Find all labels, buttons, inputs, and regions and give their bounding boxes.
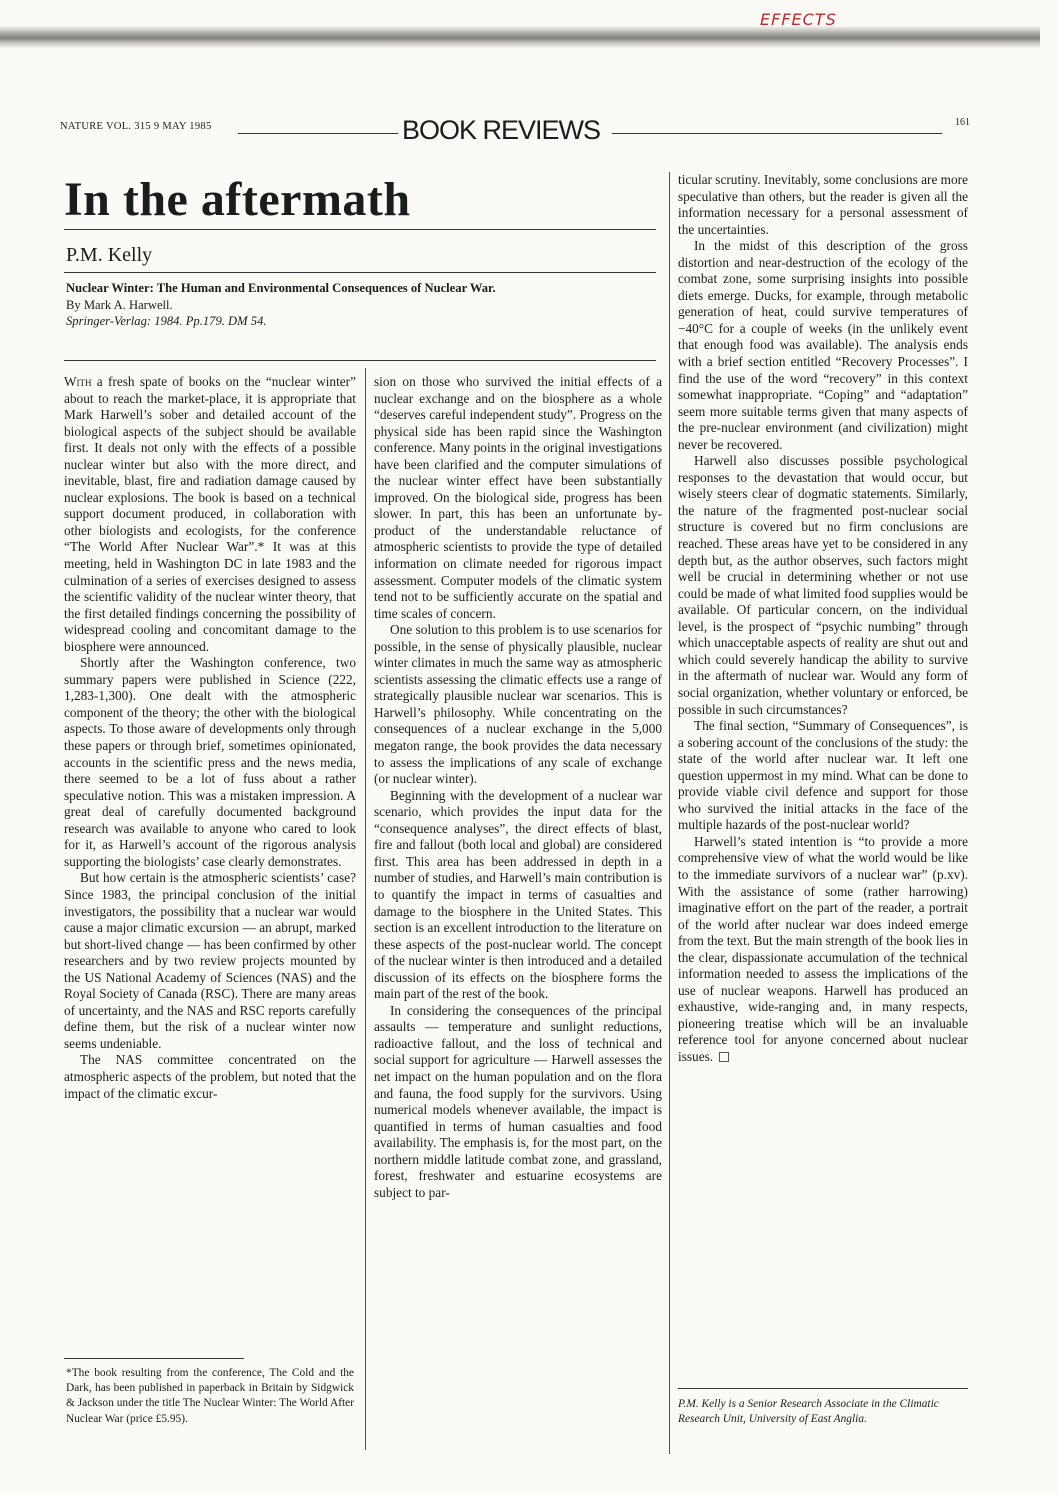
- paragraph-text: Harwell also discusses possible psychological responses to the devastation that would occur, but wisely steers clear of dogmatic statements. Similarly, the nature of the fragmented post-nuclear social structure is covered but no firm conclusions are reached. These areas have yet to be considered in any depth but, as the author observes, such factors might well be crucial in determining whether or not use could be made of what limited food supplies would be available. Of particular concern, on the individual level, is the prospect of “psychic numbing” through which unacceptable aspects of reality are shut out and which could severely handicap the ability to survive in the aftermath of nuclear war. Would any form of social organization, whether voluntary or enforced, be possible in such circumstances?: [678, 453, 968, 717]
- footnote-rule: [64, 1358, 244, 1359]
- scan-artifact-band: [0, 26, 1040, 48]
- body-paragraph: [64, 1052, 356, 1102]
- paragraph-text: Beginning with the development of a nuclear war scenario, which provides the input data for the “consequence analyses”, the direct effects of blast, fire and fallout (both local and global) are considered first. This area has been addressed in depth in a number of studies, and Harwell’s main contribution is to quantify the impact in terms of casualties and damage to the biosphere in the United States. This section is an excellent introduction to the literature on these aspects of the post-nuclear world. The concept of the nuclear winter is then introduced and a detailed discussion of its effects on the biosphere forms the main part of the rest of the book.: [374, 787, 662, 1002]
- masthead: [60, 115, 970, 155]
- body-paragraph: [374, 622, 662, 787]
- body-paragraph: [64, 374, 356, 655]
- text-column-3: [678, 172, 968, 1066]
- masthead-rule-right: [612, 133, 942, 134]
- journal-line: NATURE VOL. 315 9 MAY 1985: [60, 121, 212, 132]
- paragraph-text: Harwell’s stated intention is “to provide a more comprehensive view of what the world would be like to the immediate survivors of a nuclear war” (p.xv). With the assistance of some (rather harrowing) imaginative effort on the part of the reader, a portrait of the world after nuclear war does indeed emerge from the text. But the main strength of the book lies in the clear, dispassionate accumulation of the technical information needed to assess the implications of the use of nuclear weapons. Harwell has produced an exhaustive, wide-ranging and, in many respects, pioneering treatise which will be an invaluable reference tool for anyone concerned about nuclear issues.: [678, 833, 968, 1064]
- page-number: 161: [955, 117, 970, 128]
- body-paragraph: [374, 788, 662, 1003]
- column-separator-1: [365, 368, 366, 1450]
- body-paragraph: [64, 870, 356, 1052]
- masthead-rule-left: [238, 133, 398, 134]
- body-paragraph: [678, 172, 968, 238]
- body-paragraph: [678, 718, 968, 834]
- paragraph-text: In considering the consequences of the principal assaults — temperature and sunlight reductions, radioactive fallout, and the loss of technical and social support for agriculture — Harwell assesses the net impact on the human population and on the flora and fauna, the food supply for the survivors. Using numerical models whenever available, the impact is quantified in terms of human casualties and food availability. The emphasis is, for the most part, on the northern middle latitude combat zone, and grassland, forest, freshwater and estuarine ecosystems are subject to par-: [374, 1002, 662, 1200]
- book-title: Nuclear Winter: The Human and Environmental Consequences of Nuclear War.: [66, 281, 496, 295]
- body-paragraph: [374, 1003, 662, 1202]
- body-paragraph: [64, 655, 356, 870]
- body-paragraph: [678, 834, 968, 1066]
- paragraph-text: sion on those who survived the initial effects of a nuclear exchange and on the biosphere as a whole “deserves careful independent study”. Progress on the physical side has been rapid since the Washington conference. Many points in the original investigations have been clarified and the computer simulations of the nuclear winter effect have been substantially improved. On the biological side, progress has been slower. In part, this has been an unfortunate by-product of the understandable reluctance of atmospheric scientists to provide the type of detailed information on climate needed for rigorous impact assessment. Computer models of the climatic system tend not to be sufficiently accurate on the spatial and time scales of concern.: [374, 374, 662, 621]
- article-title: In the aftermath: [64, 173, 411, 226]
- section-title: BOOK REVIEWS: [402, 115, 601, 145]
- author-rule: [64, 272, 656, 273]
- end-mark: [719, 1052, 729, 1062]
- handwritten-annotation: EFFECTS: [760, 10, 837, 29]
- book-publisher-line: Springer-Verlag: 1984. Pp.179. DM 54.: [66, 314, 267, 329]
- paragraph-text: a fresh spate of books on the “nuclear winter” about to reach the market-place, it is appropriate that Mark Harwell’s sober and detailed account of the biological aspects of the subject should be available first. It deals not only with the effects of a possible nuclear winter but also with the more direct, and inevitable, blast, fire and radiation damage caused by nuclear explosions. The book is based on a technical support document produced, in collaboration with other biologists and ecologists, for the conference “The World After Nuclear War”.* It was at this meeting, held in Washington DC in late 1983 and the culmination of a series of exercises designed to assess the scientific validity of the nuclear winter theory, that the first detailed findings concerning the possibility of widespread cooling and concomitant damage to the biosphere were announced.: [64, 374, 356, 654]
- body-paragraph: [678, 238, 968, 453]
- paragraph-text: But how certain is the atmospheric scientists’ case? Since 1983, the principal conclusion of the initial investigators, the possibility that a nuclear war would cause a major climatic excursion — an abrupt, marked but short-lived change — has been confirmed by other researchers and by two review projects mounted by the US National Academy of Sciences (NAS) and the Royal Society of Canada (RSC). There are many areas of uncertainty, and the NAS and RSC reports carefully define them, but the risk of a nuclear winter now seems undeniable.: [64, 870, 356, 1051]
- text-column-2: [374, 374, 662, 1201]
- paragraph-text: One solution to this problem is to use scenarios for possible, in the sense of physically plausible, nuclear winter climates in much the same way as atmospheric scientists assessing the climatic effects use a range of strategically plausible nuclear war scenarios. This is Harwell’s philosophy. While concentrating on the consequences of a nuclear exchange in the 5,000 megaton range, the book provides the data necessary to assess the implications of any scale of exchange (or nuclear winter).: [374, 622, 662, 787]
- paragraph-text: ticular scrutiny. Inevitably, some conclusions are more speculative than others, but the reader is given all the information necessary for a personal assessment of the uncertainties.: [678, 172, 968, 237]
- book-author-line: By Mark A. Harwell.: [66, 297, 173, 312]
- paragraph-text: The final section, “Summary of Consequences”, is a sobering account of the conclusions of the study: the state of the world after nuclear war. It left one question uppermost in my mind. What can be done to provide viable civil defence and support for those who survived the initial attacks in the face of the multiple hazards of the post-nuclear world?: [678, 718, 968, 833]
- book-info: [66, 280, 536, 330]
- footnote: *The book resulting from the conference, The Cold and the Dark, has been published in paperback in Britain by Sidgwick & Jackson under the title The Nuclear Winter: The World After Nuclear War (price £5.95).: [66, 1367, 354, 1425]
- paragraph-text: In the midst of this description of the gross distortion and near-destruction of the ecology of the combat zone, some surprising insights into possible diets emerge. Ducks, for example, through metabolic generation of heat, could survive temperatures of −40°C for a couple of weeks (in the unlikely event that enough food was available). The analysis ends with a brief section entitled “Recovery Processes”. I find the use of the word “recovery” in this context somewhat inappropriate. “Coping” and “adaptation” seem more suitable terms given that many aspects of the pre-nuclear environment (and civilization) might never be recovered.: [678, 238, 968, 452]
- lead-in-word: With: [64, 374, 92, 389]
- title-rule: [64, 229, 656, 230]
- paragraph-text: The NAS committee concentrated on the atmospheric aspects of the problem, but noted that the impact of the climatic excur-: [64, 1052, 356, 1101]
- body-paragraph: [374, 374, 662, 622]
- body-paragraph: [678, 453, 968, 718]
- paragraph-text: Shortly after the Washington conference, two summary papers were published in Science (222, 1,283-1,300). One dealt with the atmospheric component of the theory; the other with the biological aspects. To those aware of developments only through these papers or through brief, sometimes opinionated, accounts in the scientific press and the news media, there seemed to be a lot of fuss about a rather speculative notion. This was a mistaken impression. A great deal of carefully documented background research was available to anyone who cared to look for it, as Harwell’s account of the rigorous analysis supporting the biologists’ case clearly demonstrates.: [64, 655, 356, 869]
- article-author: P.M. Kelly: [66, 244, 153, 266]
- column-separator-2: [669, 172, 670, 1454]
- author-bio: P.M. Kelly is a Senior Research Associate in the Climatic Research Unit, University of East Anglia.: [678, 1398, 939, 1425]
- bio-rule: [678, 1388, 968, 1389]
- text-column-1: [64, 374, 356, 1102]
- bookinfo-rule: [64, 360, 656, 361]
